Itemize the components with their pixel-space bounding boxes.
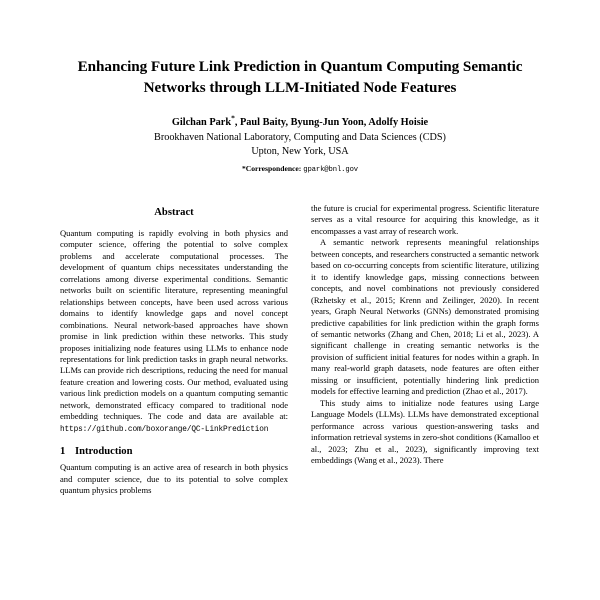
section-number: 1	[60, 446, 66, 458]
introduction-paragraph: Quantum computing is an active area of research in both physics and computer science, due to its potential to solve complex quantum physics problems	[60, 462, 288, 496]
correspondence-label: *Correspondence:	[241, 164, 302, 174]
title-line-1: Enhancing Future Link Prediction in Quantum Computing Semantic	[77, 58, 523, 75]
abstract-text: Quantum computing is rapidly evolving in both physics and computer science, offering the potential to solve complex problems and accelerate computational processes. The development of quantum chips necessitates understanding the correlations among diverse experimental conditions. Semantic networks built on scientific literature, representing meaningful relationships between concepts, have been used across various domains to identify knowledge gaps and novel concept combinations. Neural network-based approaches have shown promise in link prediction within these networks. This study proposes initializing node features using LLMs to enhance node representations for link prediction tasks in graph neural networks. LLMs can provide rich descriptions, reducing the need for manual feature creation and lowering costs. Our method, evaluated using various link prediction models on a quantum computing semantic network, demonstrated efficacy compared to traditional node embedding techniques. The code and data are available at:	[60, 228, 288, 422]
left-column	[60, 203, 288, 600]
author-list	[60, 113, 540, 130]
correspondence-line	[60, 163, 540, 176]
right-paragraph-2: A semantic network represents meaningful relationships between concepts, and researchers constructed a semantic network based on co-occurring concepts from scientific literature, utilizing it to identify knowledge gaps, missing connections between concepts, and novel combinations not previously considered (Rzhetsky et al., 2015; Krenn and Zeilinger, 2020). In recent years, Graph Neural Networks (GNNs) demonstrated promising predictive capabilities for link prediction within the graph forms of semantic networks (Zhang and Chen, 2018; Li et al., 2023). A significant challenge in creating semantic networks is the provision of sufficient initial features for nodes within a graph. In many real-world graph datasets, node features are often either missing or insufficient, potentially hindering link prediction models for effective learning and prediction (Zhao et al., 2017).	[311, 237, 539, 397]
affiliation	[60, 131, 540, 158]
abstract-code-url[interactable]: https://github.com/boxorange/QC-LinkPrediction	[60, 425, 269, 434]
title-line-2: Networks through LLM-Initiated Node Features	[143, 78, 457, 96]
abstract-paragraph	[60, 228, 288, 436]
abstract-heading: Abstract	[154, 207, 194, 218]
title-block	[0, 0, 600, 176]
right-paragraph-3: This study aims to initialize node features using Large Language Models (LLMs). LLMs have demonstrated exceptional performance across various question-answering tasks and information retrieval systems in zero-shot conditions (Kamalloo et al., 2023; Zhu et al., 2023), significantly improving text embeddings (Wang et al., 2023). There	[311, 397, 539, 465]
section-title: Introduction	[75, 446, 133, 458]
page-title	[60, 0, 540, 98]
corresponding-author-marker: *	[231, 113, 235, 123]
section-heading-introduction	[60, 436, 288, 462]
body-columns	[0, 203, 600, 600]
correspondence-email[interactable]: gpark@bnl.gov	[303, 166, 359, 175]
affiliation-line-2: Upton, New York, USA	[251, 145, 349, 157]
right-paragraph-1: the future is crucial for experimental progress. Scientific literature serves as a vital resource for acquiring this knowledge, as it encompasses a vast array of research work.	[311, 203, 539, 236]
right-column	[311, 203, 539, 600]
affiliation-line-1: Brookhaven National Laboratory, Computing and Data Sciences (CDS)	[154, 132, 446, 144]
author-others: , Paul Baity, Byung-Jun Yoon, Adolfy Hoisie	[234, 117, 429, 128]
author-primary: Gilchan Park	[171, 117, 232, 128]
